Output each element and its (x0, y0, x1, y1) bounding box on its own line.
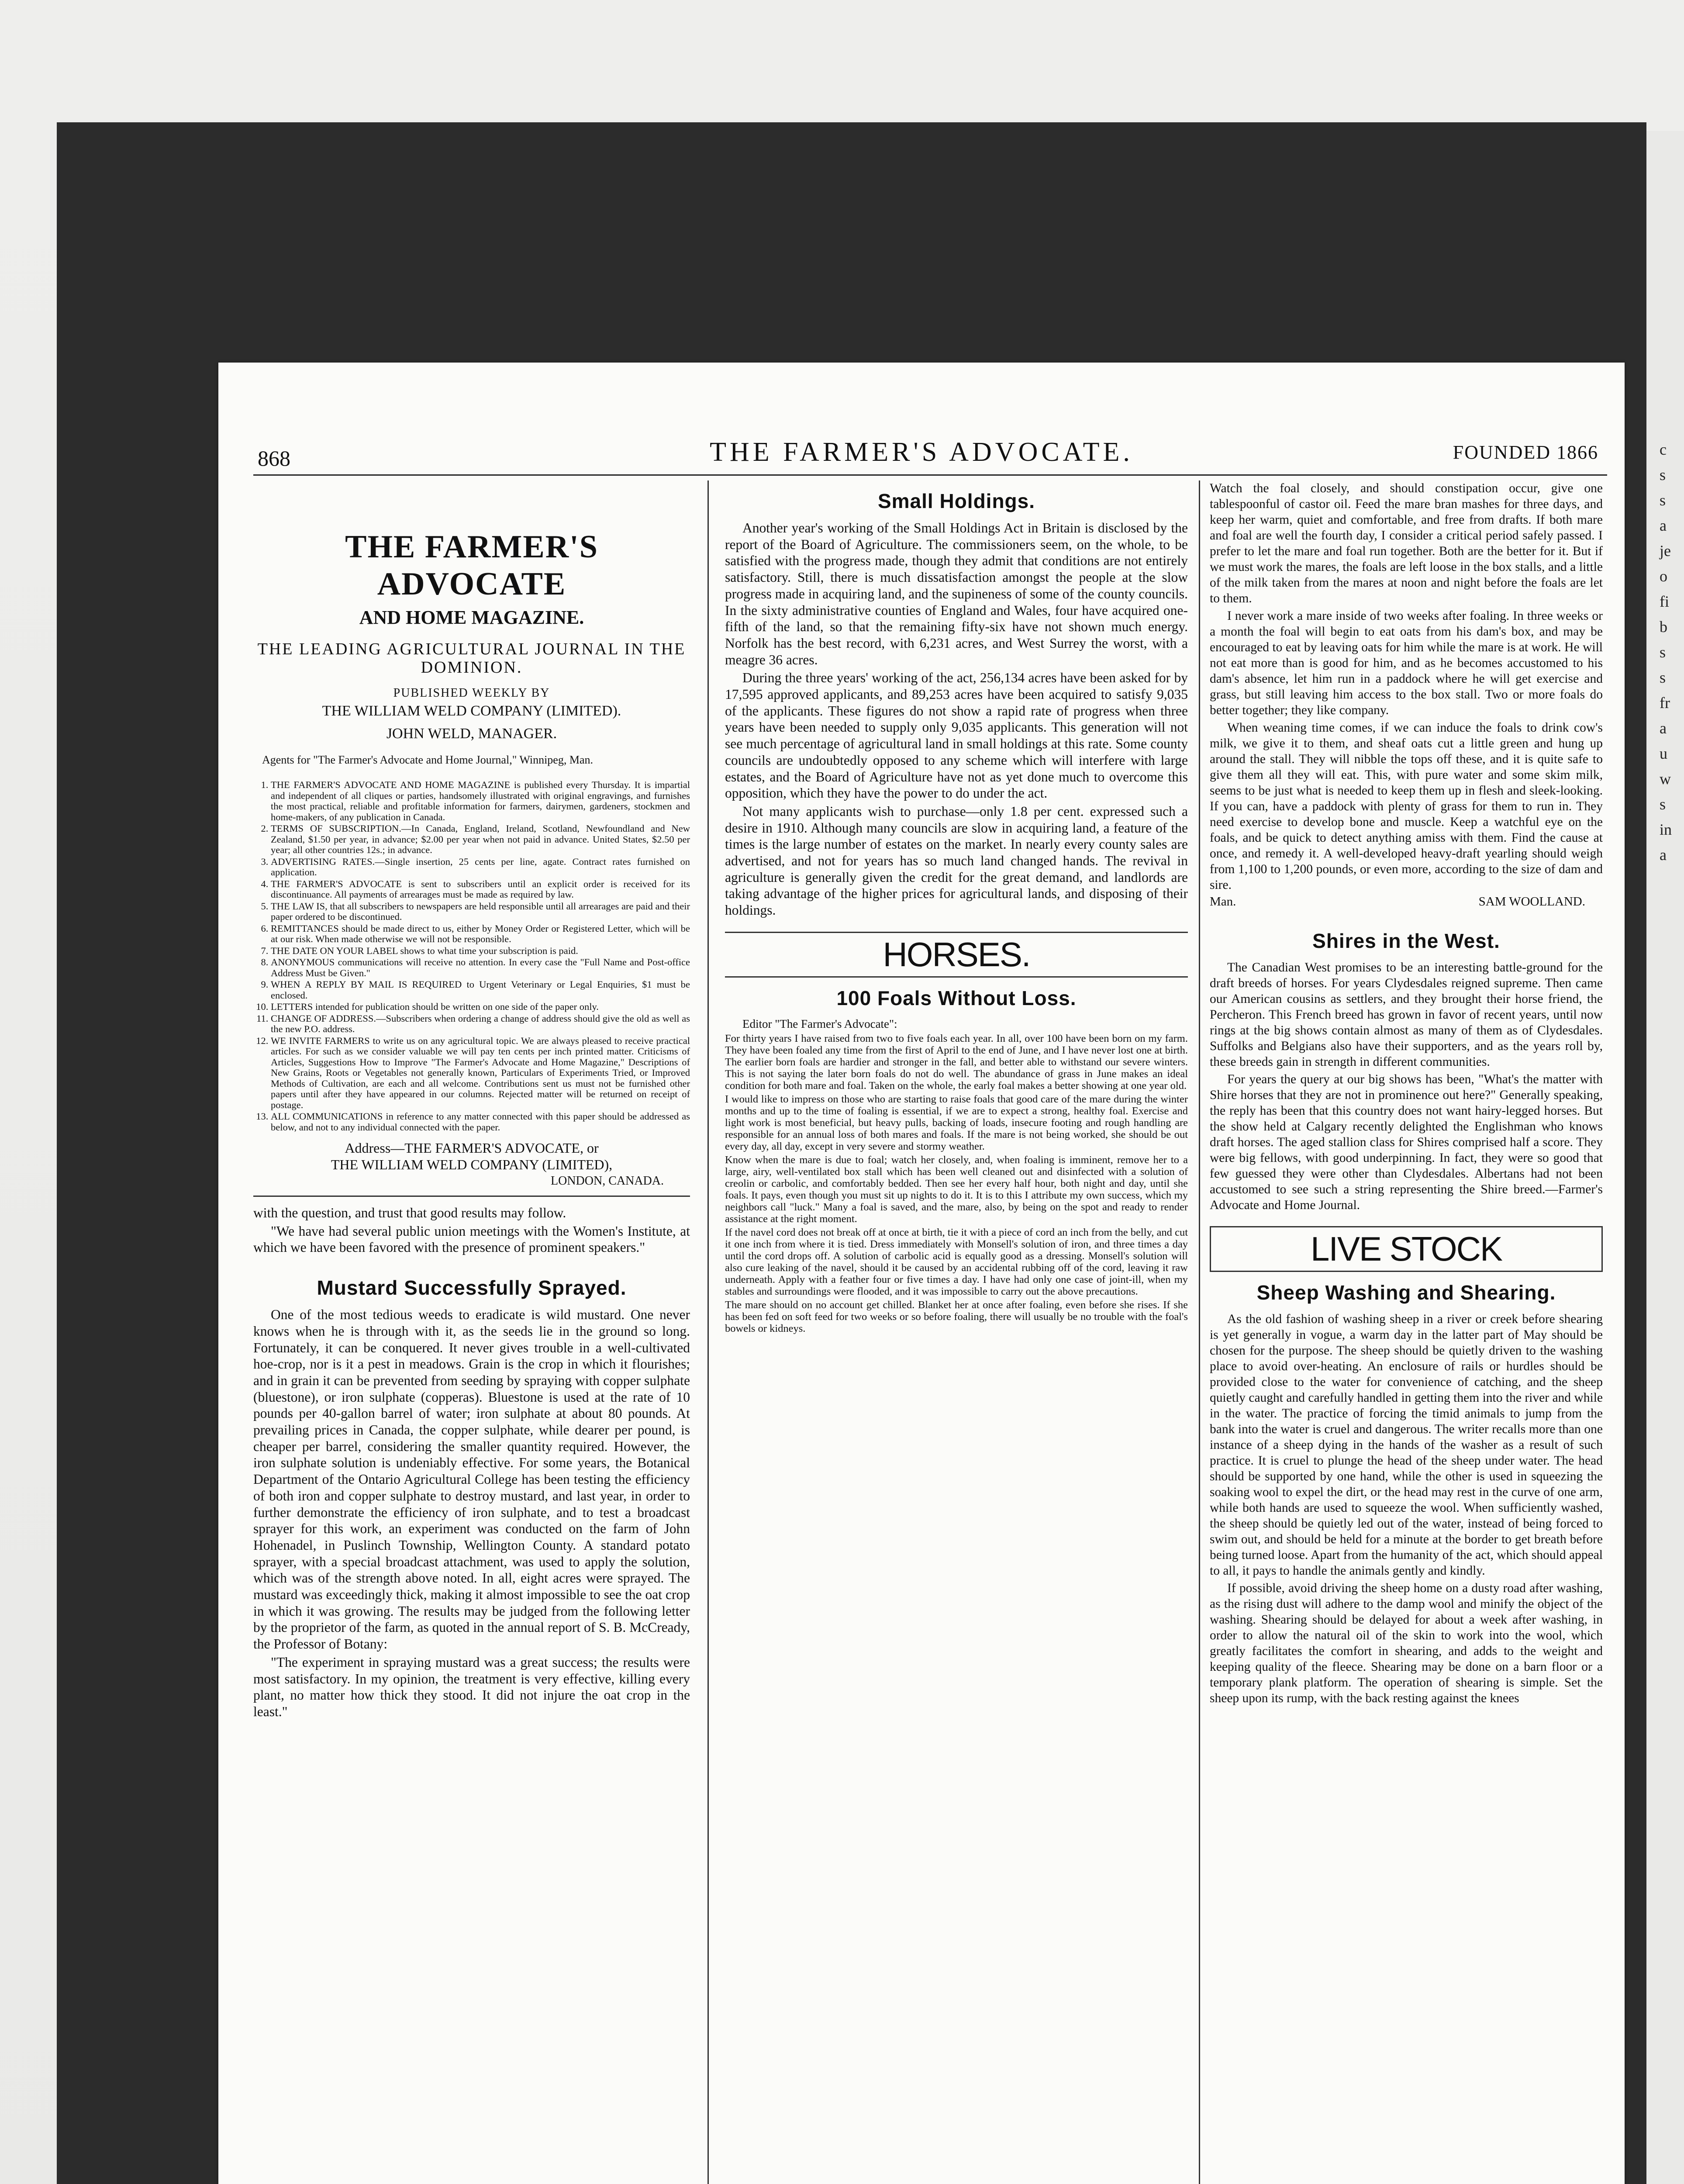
masthead-company: THE WILLIAM WELD COMPANY (LIMITED). (322, 703, 621, 719)
masthead-title: THE FARMER'S ADVOCATE (345, 529, 598, 602)
header-rule (253, 474, 1607, 476)
subscription-rules (253, 780, 690, 1133)
rule-item: 1. THE FARMER'S ADVOCATE AND HOME MAGAZINE is published every Thursday. It is impartial and independent of all cliques or parties, handsomely illustrated with original engravings, and furnishes the most practical, reliable and profitable information for farmers, dairymen, gardeners, stockmen and home-makers, of any publication in Canada. (271, 780, 690, 822)
facing-page-letters (1660, 437, 1677, 867)
founded-label: FOUNDED 1866 (1453, 442, 1598, 463)
paragraph: Know when the mare is due to foal; watch her closely, and, when foaling is imminent, remove her to a large, airy, well-ventilated box stall which has been well cleaned out and disinfected with a solution of creolin or carbolic, and comfortably bedded. Then see her every half hour, both night and day, until she foals. It pays, even though you must sit up nights to do it. It is to this I attribute my own success, which my neighbors call "luck." Many a foal is saved, and the mare, also, by being on the spot and ready to render assistance at the right moment. (725, 1154, 1188, 1225)
facing-page-letter: a (1660, 517, 1667, 534)
rule-item: 8. ANONYMOUS communications will receive no attention. In every case the "Full Name and Post-office Address Must be Given." (271, 957, 690, 978)
paragraph: Another year's working of the Small Holdings Act in Britain is disclosed by the report of the Board of Agriculture. The commissioners seem, on the whole, to be satisfied with the progress made, though they admit that conditions are not entirely satisfactory. Still, there is much dissatisfaction amongst the people at the slow progress made in acquiring land, and the supineness of some of the county councils. In the sixty administrative counties of England and Wales, four have acquired one-fifth of the land, so that the remaining fifty-six have not shown much energy. Norfolk has the best record, with 6,231 acres, and West Surrey the worst, with a meagre 36 acres. (725, 520, 1188, 667)
facing-page-letter: c (1660, 441, 1667, 458)
facing-page-letter: in (1660, 821, 1672, 838)
masthead-address (253, 1140, 690, 1189)
masthead-published: PUBLISHED WEEKLY BY (393, 686, 550, 700)
facing-page-letter: fr (1660, 694, 1670, 712)
facing-page-letter: w (1660, 770, 1671, 788)
address-line: Address—THE FARMER'S ADVOCATE, or (345, 1140, 599, 1156)
column-rule-2 (1199, 480, 1200, 2184)
facing-page-letter: o (1660, 567, 1667, 585)
facing-page-letter: s (1660, 466, 1666, 484)
rule-item: 11. CHANGE OF ADDRESS.—Subscribers when ordering a change of address should give the old as well as the new P.O. address. (271, 1013, 690, 1035)
paragraph: Watch the foal closely, and should constipation occur, give one tablespoonful of castor oil. Feed the mare bran mashes for three days, and keep her warm, quiet and comfortable, and free from drafts. If both mare and foal are well the fourth day, I consider a critical period safely passed. I prefer to let the mare and foal run together. Both are the better for it. But if we must work the mares, the foals are left loose in the box stalls, and a little of the milk taken from the mares at noon and night before the foals are let to them. (1210, 481, 1603, 605)
rule-item: 12. WE INVITE FARMERS to write us on any agricultural topic. We are always pleased to receive practical articles. For such as we consider valuable we will pay ten cents per inch printed matter. Criticisms of Articles, Suggestions How to Improve "The Farmer's Advocate and Home Magazine," Descriptions of New Grains, Roots or Vegetables not generally known, Particulars of Experiments Tried, or Improved Methods of Cultivation, are each and all welcome. Contributions sent us must not be furnished other papers until after they have appeared in our columns. Rejected matter will be returned on receipt of postage. (271, 1036, 690, 1111)
paragraph: I would like to impress on those who are starting to raise foals that good care of the mare during the winter months and up to the time of foaling is essential, if we are to expect a strong, healthy foal. Exercise and light work is most beneficial, but heavy pulls, backing of loads, insecure footing and rough handling are responsible for an annual loss of both mares and foals. If the mare is not being worked, she should be out every day, all day, except in very severe and stormy weather. (725, 1093, 1188, 1152)
rule-item: 7. THE DATE ON YOUR LABEL shows to what time your subscription is paid. (271, 946, 690, 957)
facing-page-letter: fi (1660, 593, 1669, 610)
facing-page-letter: a (1660, 846, 1667, 864)
rule-item: 13. ALL COMMUNICATIONS in reference to any matter connected with this paper should be addressed as below, and not to any individual connected with the paper. (271, 1111, 690, 1133)
facing-page-letter: s (1660, 643, 1666, 661)
facing-page-letter: a (1660, 719, 1667, 737)
paragraph: "The experiment in spraying mustard was a great success; the results were most satisfactory. In my opinion, the treatment is very effective, killing every plant, no matter how thick they stood. It did not injure the oat crop in the least." (253, 1654, 690, 1719)
rule-item: 6. REMITTANCES should be made direct to us, either by Money Order or Registered Letter, which will be at our risk. When made otherwise we will not be responsible. (271, 923, 690, 945)
masthead-subtitle: AND HOME MAGAZINE. (359, 607, 584, 628)
masthead-manager: JOHN WELD, MANAGER. (386, 726, 557, 742)
masthead-tagline: THE LEADING AGRICULTURAL JOURNAL IN THE DOMINION. (257, 640, 686, 677)
rule-item: 4. THE FARMER'S ADVOCATE is sent to subscribers until an explicit order is received for its discontinuance. All payments of arrearages must be made as required by law. (271, 879, 690, 900)
rule-item: 9. WHEN A REPLY BY MAIL IS REQUIRED to Urgent Veterinary or Legal Enquiries, $1 must be enclosed. (271, 979, 690, 1001)
column-2 (725, 480, 1188, 1336)
paragraph: with the question, and trust that good results may follow. (253, 1205, 566, 1220)
foals-article (725, 1033, 1188, 1334)
facing-page-letter: s (1660, 795, 1666, 813)
page-number: 868 (258, 446, 290, 470)
paragraph: If possible, avoid driving the sheep home on a dusty road after washing, as the rising dust will adhere to the damp wool and minify the object of the washing. Shearing should be delayed for about a week after washing, in order to allow the natural oil of the skin to work into the wool, which greatly facilitates the comfort in shearing, and adds to the weight and keeping quality of the fleece. Shearing may be done on a barn floor or a temporary plank platform. The operation of shearing is simple. Set the sheep upon its rump, with the back resting against the knees (1210, 1581, 1603, 1705)
section-head-live-stock: LIVE STOCK (1210, 1226, 1603, 1272)
editor-line: Editor "The Farmer's Advocate": (742, 1017, 897, 1030)
paragraph: "We have had several public union meetings with the Women's Institute, at which we have been favored with the presence of prominent speakers." (253, 1223, 690, 1255)
facing-page-letter: s (1660, 491, 1666, 509)
paragraph: I never work a mare inside of two weeks after foaling. In three weeks or a month the foal will begin to eat oats from his dam's box, and may be encouraged to eat by leaving oats for him while the mare is at work. He will not eat more than is good for him, and as he becomes accustomed to his dam's absence, let him run in a paddock where he will get exercise and grass, but still leaving him access to the box stall. Two or more foals do better together; they like company. (1210, 609, 1603, 717)
paragraph: If the navel cord does not break off at once at birth, tie it with a piece of cord an inch from the belly, and cut it one inch from where it is tied. Dress immediately with Monsell's solution of iron, and three times a day until the cord drops off. A solution of carbolic acid is equally good as a dressing. Monsell's solution will also cure leaking of the navel, should it be caused by an accidental rubbing off of the cord, leaving it raw underneath. Apply with a feather four or five times a day. I have had only one case of joint-ill, when my stables and surroundings were flooded, and it was impossible to carry out the above precautions. (725, 1226, 1188, 1297)
section-head-horses: HORSES. (725, 932, 1188, 978)
facing-page-letter: u (1660, 745, 1667, 762)
rule-item: 3. ADVERTISING RATES.—Single insertion, 25 cents per line, agate. Contract rates furnished on application. (271, 857, 690, 878)
signature-place: Man. (1210, 895, 1236, 909)
paragraph: Not many applicants wish to purchase—only 1.8 per cent. expressed such a desire in 1910. Although many councils are slow in acquiring land, a feature of the times is the large number of estates on the market. In nearly every county sales are advertised, and not for years has so much land changed hands. The revival in agriculture is generally given the credit for the great demand, and landlords are taking advantage of the higher prices for agricultural lands, and disposing of their holdings. (725, 803, 1188, 918)
address-line: LONDON, CANADA. (551, 1174, 664, 1188)
column-1 (253, 480, 690, 1722)
article-title-sheep: Sheep Washing and Shearing. (1256, 1281, 1556, 1304)
running-title: THE FARMER'S ADVOCATE. (710, 437, 1133, 467)
paragraph: For years the query at our big shows has been, "What's the matter with Shire horses that they are not in prominence out here?" Generally speaking, the reply has been that this country does not want hairy-legged horses. But the show held at Calgary recently delighted the Englishman who knows draft horses. The aged stallion class for Shires comprised half a score. They were big fellows, with good underpinning. In fact, they were so good that few guessed they were other than Clydesdales. Albertans had not been accustomed to see such a string representing the Shire breed.—Farmer's Advocate and Home Journal. (1210, 1072, 1603, 1212)
rule-item: 2. TERMS OF SUBSCRIPTION.—In Canada, England, Ireland, Scotland, Newfoundland and New Zealand, $1.50 per year, in advance; $2.00 per year when not paid in advance. United States, $2.50 per year; all other countries 12s.; in advance. (271, 823, 690, 856)
paragraph: The Canadian West promises to be an interesting battle-ground for the draft breeds of horses. For years Clydesdales reigned supreme. Then came our American cousins as settlers, and they brought their horse friend, the Percheron. This French breed has grown in favor of recent years, until now rings at the big shows contain almost as many of them as of Clydesdales. Suffolks and Belgians also have their supporters, and as the years roll by, these breeds gain in strength in different communities. (1210, 961, 1603, 1069)
address-line: THE WILLIAM WELD COMPANY (LIMITED), (331, 1157, 613, 1172)
paragraph: The mare should on no account get chilled. Blanket her at once after foaling, even before she rises. If she has been fed on soft feed for two weeks or so before foaling, there will usually be no trouble with the foal's bowels or kidneys. (725, 1299, 1188, 1334)
column-rule-1 (707, 480, 709, 2184)
paragraph: When weaning time comes, if we can induce the foals to drink cow's milk, we give it to them, and sheaf oats cut a little green and hung up around the stall. They will nibble the tops off these, and it is quite safe to give them all they will eat. This, with pure water and some skim milk, seems to be just what is needed to keep them up in flesh and sleek-looking. If you can, have a paddock with plenty of grass for them to run in. They need exercise to develop bone and muscle. Keep a watchful eye on the foals, and be quick to detect anything amiss with them. Find the cause at once, and remedy it. A well-developed heavy-draft yearling should weigh from 1,100 to 1,200 pounds, or even more, according to the size of dam and sire. (1210, 721, 1603, 892)
facing-page-letter: je (1660, 542, 1671, 560)
paragraph: As the old fashion of washing sheep in a river or creek before shearing is yet generally in vogue, a warm day in the latter part of May should be chosen for the purpose. The sheep should be quietly driven to the washing place to avoid over-heating. An enclosure of rails or hurdles should be provided close to the water for convenience of catching, and the sheep quietly caught and carefully handled in getting them into the river and while in the water. The practice of forcing the timid animals to jump from the bank into the water is cruel and dangerous. The writer recalls more than one instance of a sheep dying in the hands of the washer as a result of such practice. It is cruel to plunge the head of the sheep under water. The head should be supported by one hand, while the other is used in squeezing the soaking wool to expel the dirt, or the head may rest in the curve of one arm, while both hands are used to squeeze the wool. When sufficiently washed, the sheep should be quietly led out of the water, instead of being forced to swim out, and should be held for a minute at the border to get breath before being turned loose. Apart from the humanity of the act, which should appeal to all, it pays to handle the animals gently and kindly. (1210, 1312, 1603, 1578)
paragraph: One of the most tedious weeds to eradicate is wild mustard. One never knows when he is through with it, as the seeds lie in the ground so long. Fortunately, it can be conquered. It never gives trouble in a well-cultivated hoe-crop, nor is it a pest in meadows. Grain is the crop in which it flourishes; and in grain it can be prevented from seeding by spraying with copper sulphate (bluestone), or iron sulphate (copperas). Bluestone is used at the rate of 10 pounds per 40-gallon barrel of water; iron sulphate at about 80 pounds. At prevailing prices in Canada, the copper sulphate, while dearer per pound, is cheaper per barrel, considering the smaller quantity required. However, the iron sulphate solution is undeniably effective. For some years, the Botanical Department of the Ontario Agricultural College has been testing the efficiency of both iron and copper sulphate to destroy mustard, and last year, in order to further demonstrate the efficiency of iron sulphate, and to test a broadcast sprayer for this work, an experiment was conducted on the farm of John Hohenadel, in Puslinch Township, Wellington County. A standard potato sprayer, with a special broadcast attachment, was used to apply the solution, which was of the strength above noted. In all, eight acres were sprayed. The mustard was exceedingly thick, making it almost impossible to see the oat crop in which it was growing. The results may be judged from the following letter by the proprietor of the farm, as quoted in the annual report of S. B. McCready, the Professor of Botany: (253, 1307, 690, 1652)
newspaper-page (218, 363, 1625, 2184)
facing-page-letter: s (1660, 669, 1666, 686)
article-title-mustard: Mustard Successfully Sprayed. (317, 1276, 627, 1299)
masthead (253, 529, 690, 1197)
facing-page-letter: b (1660, 618, 1667, 636)
article-title-shires: Shires in the West. (1312, 930, 1500, 952)
article-title-foals: 100 Foals Without Loss. (836, 986, 1077, 1009)
signature (1210, 895, 1603, 909)
column-3 (1210, 480, 1603, 1708)
masthead-agents: Agents for "The Farmer's Advocate and Home Journal," Winnipeg, Man. (262, 753, 593, 766)
rule-item: 10. LETTERS intended for publication should be written on one side of the paper only. (271, 1002, 690, 1013)
paragraph: For thirty years I have raised from two to five foals each year. In all, over 100 have been born on my farm. They have been foaled any time from the first of April to the end of June, and I have never lost one at birth. The earlier born foals are hardier and stronger in the fall, and better able to withstand our severe winters. This is not saying the later born foals do not do well. The abundance of grass in June makes an ideal condition for both mare and foal. Taken on the whole, the early foal makes a better showing at one year old. (725, 1032, 1188, 1092)
signature-name: SAM WOOLLAND. (1478, 895, 1585, 909)
rule-item: 5. THE LAW IS, that all subscribers to newspapers are held responsible until all arrearages are paid and their paper ordered to be discontinued. (271, 901, 690, 923)
paragraph: During the three years' working of the act, 256,134 acres have been asked for by 17,595 approved applicants, and 89,253 acres have been acquired to satisfy 9,035 of the applicants. These figures do not show a rapid rate of progress when three years have been needed to supply only 9,035 applicants. This generation will not see much percentage of agricultural land in small holdings at this rate. Some county councils are undoubtedly opposed to any scheme which will interfere with large estates, and the Board of Agriculture have not as yet done much to overcome this opposition, which they have the power to do under the act. (725, 670, 1188, 801)
article-title-small-holdings: Small Holdings. (877, 490, 1035, 512)
